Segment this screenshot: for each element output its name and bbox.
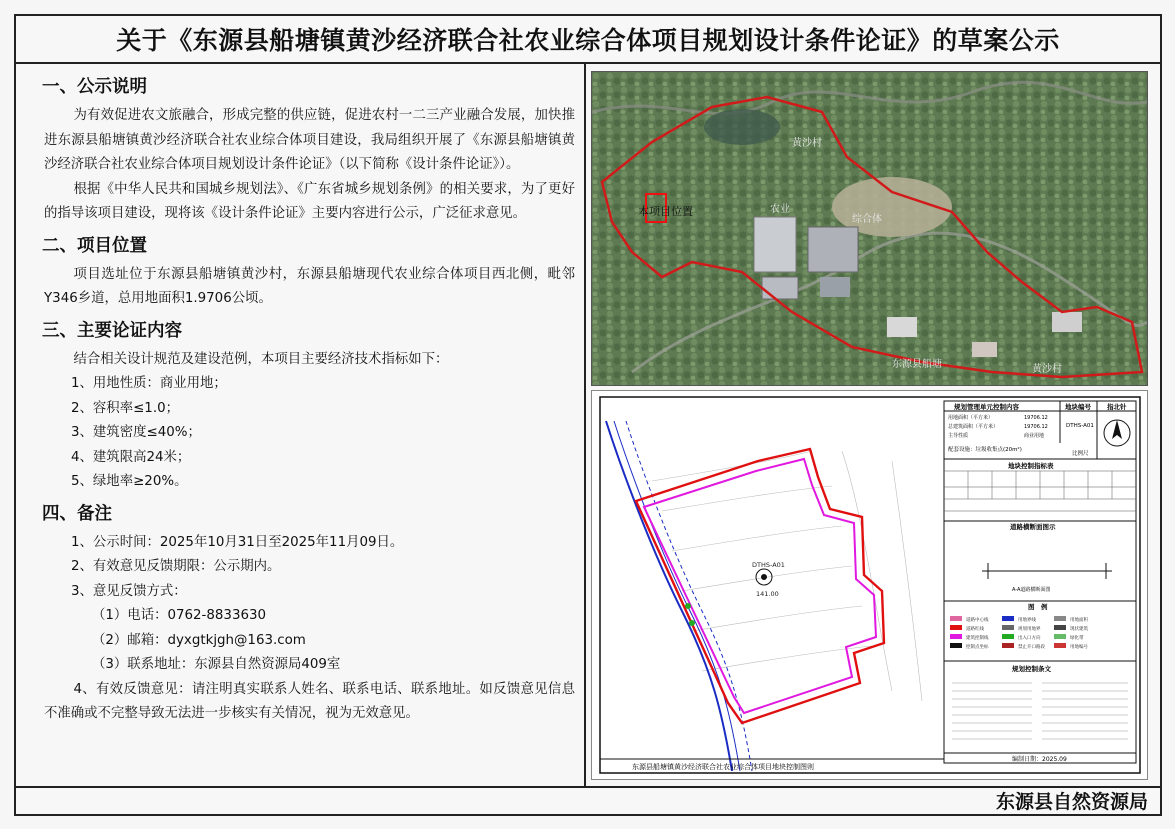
notice-board: [14, 14, 1162, 816]
parcel-value: DTHS-A01: [1066, 423, 1094, 429]
total-area-label: 总建筑面积（平方米）: [948, 424, 999, 430]
aerial-map: [592, 72, 1147, 385]
compiled-date: 编制日期：2025.09: [1012, 756, 1067, 763]
contact-phone: （1）电话：0762-8833630: [92, 608, 267, 623]
svg-text:出入口方向: 出入口方向: [1018, 636, 1041, 641]
legend-title: 图 例: [1028, 603, 1048, 611]
location-paragraph: 项目选址位于东源县船塘镇黄沙村，东源县船塘现代农业综合体项目西北侧，毗邻Y346乡道，总用地面积1.9706公顷。: [44, 266, 575, 306]
plan-svg: [592, 391, 1147, 779]
svg-text:规划用地界: 规划用地界: [1018, 627, 1041, 632]
drawing-title: 东源县船塘镇黄沙经济联合社农业综合体项目地块控制图则: [632, 763, 814, 771]
center-value: 141.00: [756, 590, 779, 598]
area-label: 用地面积（平方米）: [948, 415, 994, 421]
svg-text:用地编号: 用地编号: [1070, 645, 1088, 650]
remark-valid-feedback: 4、有效反馈意见：请注明真实联系人姓名、联系电话、联系地址。如反馈意见信息不准确或不完整导致无法进一步核实有关情况，视为无效意见。: [44, 681, 575, 721]
svg-text:道路红线: 道路红线: [966, 627, 984, 632]
indicator-item: 4、建筑限高24米；: [71, 449, 191, 465]
notice-text: [40, 68, 575, 727]
svg-text:现状建筑: 现状建筑: [1070, 627, 1088, 632]
content-intro: 结合相关设计规范及建设范例，本项目主要经济技术指标如下：: [73, 351, 449, 367]
svg-text:绿化带: 绿化带: [1070, 636, 1084, 641]
svg-text:用地面积: 用地面积: [1070, 618, 1088, 623]
indicator-item: 5、绿地率≥20%。: [71, 474, 188, 489]
section-heading-remarks: 四、备注: [42, 503, 112, 524]
column-divider: [584, 62, 586, 788]
aerial-label-se: 东源县船塘: [892, 359, 942, 370]
aerial-label-mid2: 综合体: [852, 214, 882, 225]
aerial-label-east: 黄沙村: [1032, 364, 1062, 375]
aerial-label-project: 本项目位置: [638, 205, 693, 218]
control-plan-drawing: [591, 390, 1148, 780]
aerial-label-mid1: 农业: [770, 204, 790, 215]
center-code: DTHS-A01: [752, 561, 785, 569]
contact-address: （3）联系地址：东源县自然资源局409室: [92, 657, 341, 672]
parcel-label: 地块编号: [1065, 403, 1091, 411]
total-area-value: 19706.12: [1024, 424, 1048, 430]
indicator-item: 1、用地性质：商业用地；: [71, 376, 227, 391]
footer-divider: [16, 786, 1160, 788]
section-heading-content: 三、主要论证内容: [42, 320, 182, 341]
remark-deadline: 2、有效意见反馈期限：公示期内。: [71, 559, 281, 574]
terms-title: 规划控制条文: [1012, 665, 1051, 673]
section-caption: A-A道路横断面图: [1012, 587, 1051, 593]
section-title: 道路横断面图示: [1010, 523, 1056, 531]
nature-value: 商业用地: [1024, 433, 1045, 439]
notice-paragraph-2: 根据《中华人民共和国城乡规划法》、《广东省城乡规划条例》的相关要求，为了更好的指导该项目建设，现将该《设计条件论证》主要内容进行公示，广泛征求意见。: [44, 181, 575, 221]
section-heading-notice: 一、公示说明: [42, 77, 147, 97]
remark-methods: 3、意见反馈方式：: [71, 583, 187, 599]
page-title: 关于《东源县船塘镇黄沙经济联合社农业综合体项目规划设计条件论证》的草案公示: [116, 26, 1060, 55]
remark-period: 1、公示时间：2025年10月31日至2025年11月09日。: [71, 534, 404, 550]
nature-label: 主导性质: [948, 433, 969, 439]
support-facility: 配套设施：垃圾收集点(20m²): [948, 447, 1022, 453]
aerial-photo: [591, 71, 1148, 386]
svg-text:控制点坐标: 控制点坐标: [966, 645, 989, 650]
indicators-title: 地块控制指标表: [1008, 462, 1054, 470]
svg-text:道路中心线: 道路中心线: [966, 618, 989, 623]
aerial-label-north: 黄沙村: [792, 138, 822, 149]
svg-text:建筑控制线: 建筑控制线: [966, 636, 989, 641]
plan-header-title: 规划管理单元控制内容: [954, 403, 1019, 411]
svg-text:禁止开口路段: 禁止开口路段: [1018, 645, 1045, 650]
scale-label: 比例尺: [1072, 451, 1089, 457]
contact-email[interactable]: （2）邮箱：dyxgtkjgh@163.com: [92, 632, 306, 648]
area-value: 19706.12: [1024, 415, 1048, 421]
title-bar: [16, 16, 1160, 64]
section-heading-location: 二、项目位置: [42, 235, 147, 256]
compass-label: 指北针: [1107, 403, 1127, 411]
svg-text:用地界线: 用地界线: [1018, 618, 1036, 623]
issuer-name: 东源县自然资源局: [995, 791, 1148, 813]
notice-paragraph-1: 为有效促进农文旅融合，形成完整的供应链，促进农村一二三产业融合发展，加快推进东源县船塘镇黄沙经济联合社农业综合体项目建设，我局组织开展了《东源县船塘镇黄沙经济联合社农业综合体项目规划设计条件论证》（以下简称《设计条件论证》）。: [44, 108, 575, 172]
indicator-item: 2、容积率≤1.0；: [71, 400, 179, 416]
indicator-item: 3、建筑密度≤40%；: [71, 425, 201, 440]
